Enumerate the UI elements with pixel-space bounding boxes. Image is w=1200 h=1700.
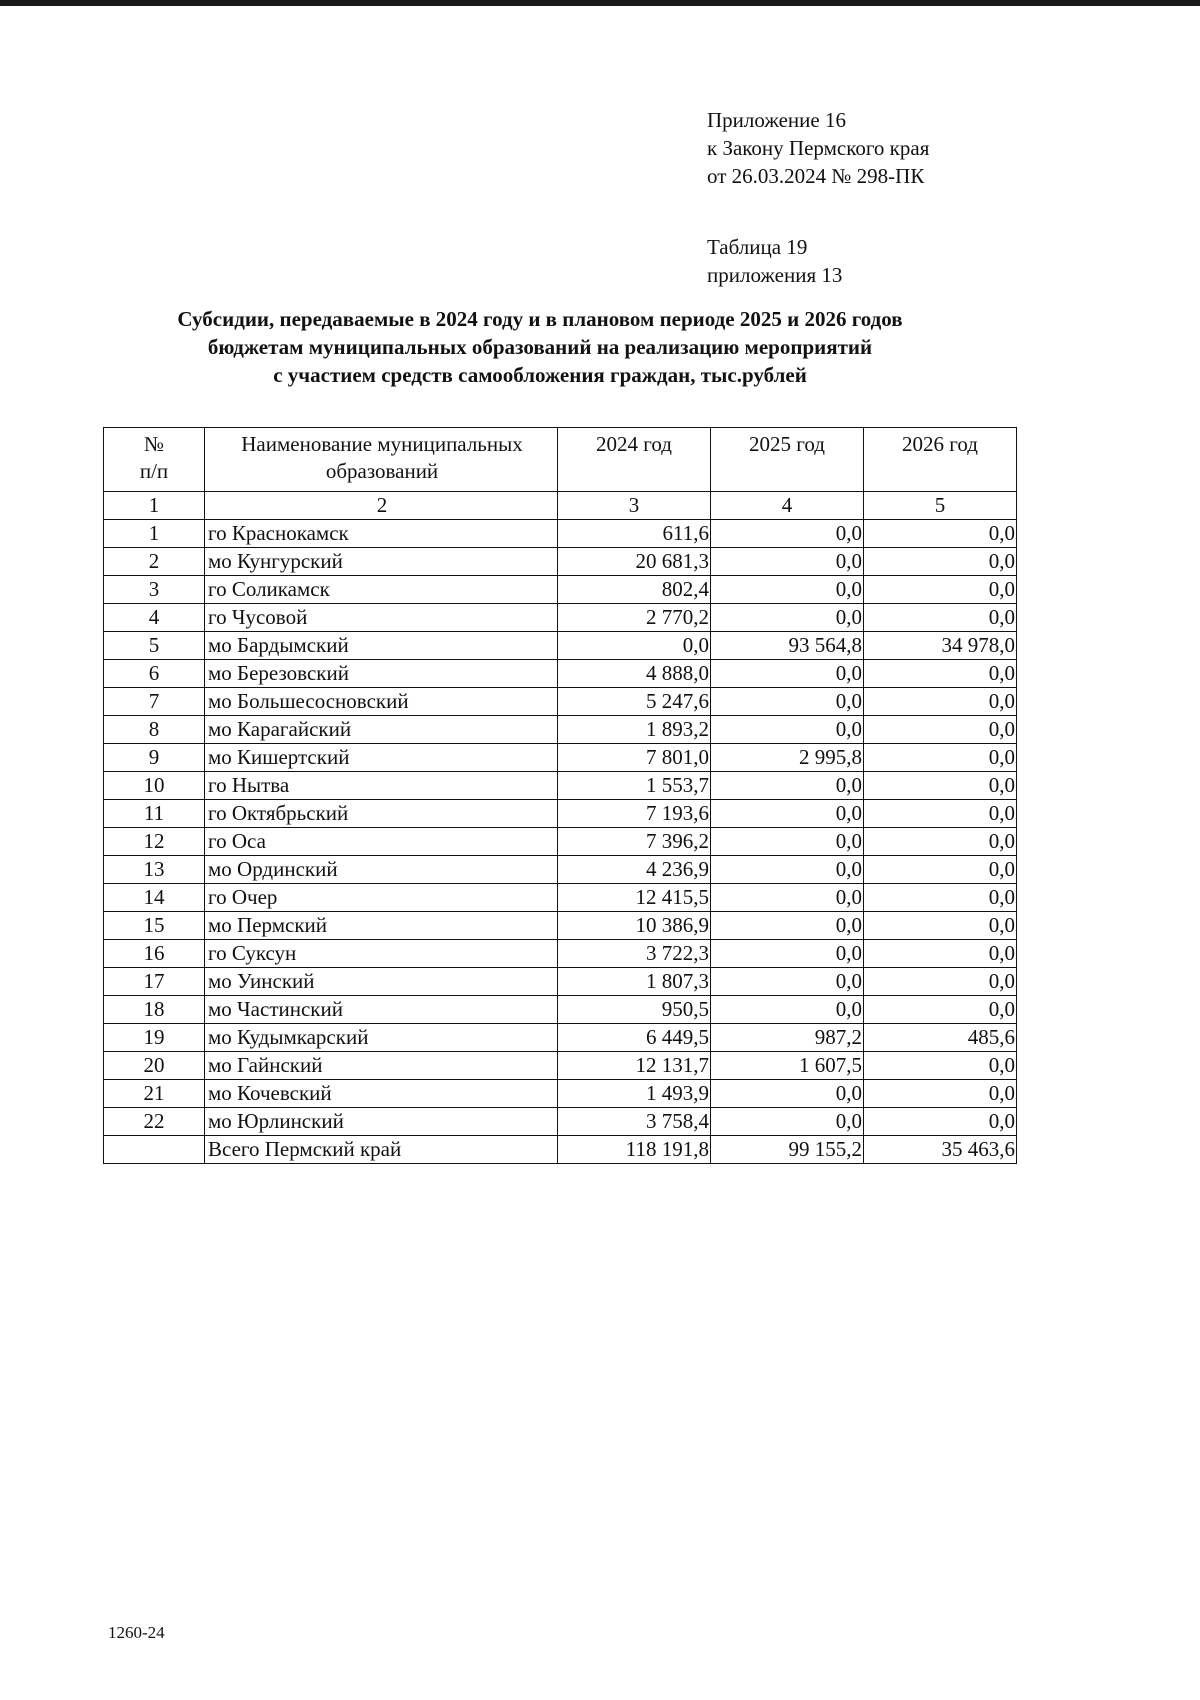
table-row: [104, 884, 1017, 912]
municipality-name: мо Кудымкарский: [205, 1024, 558, 1052]
value-2024: 0,0: [558, 632, 711, 660]
table-row: [104, 856, 1017, 884]
value-2026: 34 978,0: [864, 632, 1017, 660]
row-number: 6: [104, 660, 205, 688]
table-row: [104, 688, 1017, 716]
total-row: [104, 1136, 1017, 1164]
appendix-law: к Закону Пермского края: [707, 136, 930, 160]
value-2024: 7 396,2: [558, 828, 711, 856]
value-2026: 0,0: [864, 884, 1017, 912]
row-number: 11: [104, 800, 205, 828]
row-number: 21: [104, 1080, 205, 1108]
title-line-1: Субсидии, передаваемые в 2024 году и в плановом периоде 2025 и 2026 годов: [177, 307, 903, 331]
row-number: 4: [104, 604, 205, 632]
value-2026: 0,0: [864, 800, 1017, 828]
row-number: 8: [104, 716, 205, 744]
municipality-name: мо Березовский: [205, 660, 558, 688]
row-number: 20: [104, 1052, 205, 1080]
value-2024: 7 193,6: [558, 800, 711, 828]
table-row: [104, 800, 1017, 828]
value-2026: 0,0: [864, 660, 1017, 688]
value-2024: 802,4: [558, 576, 711, 604]
table-appendix: приложения 13: [707, 263, 843, 287]
value-2025: 0,0: [711, 1080, 864, 1108]
value-2026: 0,0: [864, 548, 1017, 576]
municipality-name: го Краснокамск: [205, 520, 558, 548]
table-row: [104, 772, 1017, 800]
column-index: 2: [205, 492, 558, 520]
value-2026: 0,0: [864, 1080, 1017, 1108]
table-row: [104, 604, 1017, 632]
header-name-line2: образований: [325, 459, 439, 483]
value-2024: 1 493,9: [558, 1080, 711, 1108]
row-number: 14: [104, 884, 205, 912]
total-num: [104, 1136, 205, 1164]
table-row: [104, 996, 1017, 1024]
header-name: [205, 428, 558, 492]
row-number: 1: [104, 520, 205, 548]
column-index: 4: [711, 492, 864, 520]
value-2026: 0,0: [864, 604, 1017, 632]
column-index: 3: [558, 492, 711, 520]
municipality-name: мо Кишертский: [205, 744, 558, 772]
total-label: Всего Пермский край: [205, 1136, 558, 1164]
municipality-name: мо Пермский: [205, 912, 558, 940]
value-2024: 4 888,0: [558, 660, 711, 688]
municipality-name: го Октябрьский: [205, 800, 558, 828]
value-2026: 485,6: [864, 1024, 1017, 1052]
column-index: 5: [864, 492, 1017, 520]
row-number: 12: [104, 828, 205, 856]
table-reference: [707, 233, 842, 289]
table-row: [104, 716, 1017, 744]
municipality-name: мо Юрлинский: [205, 1108, 558, 1136]
table-row: [104, 1052, 1017, 1080]
value-2026: 0,0: [864, 828, 1017, 856]
municipality-name: го Нытва: [205, 772, 558, 800]
municipality-name: го Оса: [205, 828, 558, 856]
value-2025: 0,0: [711, 576, 864, 604]
row-number: 22: [104, 1108, 205, 1136]
row-number: 15: [104, 912, 205, 940]
value-2026: 0,0: [864, 856, 1017, 884]
column-index-row: [104, 492, 1017, 520]
value-2026: 0,0: [864, 940, 1017, 968]
scan-top-edge: [0, 0, 1200, 6]
row-number: 18: [104, 996, 205, 1024]
value-2024: 7 801,0: [558, 744, 711, 772]
table-row: [104, 632, 1017, 660]
value-2026: 0,0: [864, 576, 1017, 604]
value-2025: 93 564,8: [711, 632, 864, 660]
table-row: [104, 968, 1017, 996]
row-number: 3: [104, 576, 205, 604]
value-2024: 1 553,7: [558, 772, 711, 800]
municipality-name: мо Уинский: [205, 968, 558, 996]
table-row: [104, 828, 1017, 856]
table-row: [104, 912, 1017, 940]
value-2024: 1 807,3: [558, 968, 711, 996]
municipality-name: мо Большесосновский: [205, 688, 558, 716]
value-2026: 0,0: [864, 996, 1017, 1024]
header-2024: 2024 год: [558, 428, 711, 492]
municipality-name: мо Кунгурский: [205, 548, 558, 576]
value-2026: 0,0: [864, 520, 1017, 548]
total-2024: 118 191,8: [558, 1136, 711, 1164]
table-header-row: [104, 428, 1017, 492]
header-2025: 2025 год: [711, 428, 864, 492]
row-number: 7: [104, 688, 205, 716]
total-2026: 35 463,6: [864, 1136, 1017, 1164]
value-2025: 0,0: [711, 716, 864, 744]
value-2026: 0,0: [864, 688, 1017, 716]
municipality-name: мо Гайнский: [205, 1052, 558, 1080]
table-row: [104, 660, 1017, 688]
value-2025: 0,0: [711, 660, 864, 688]
value-2025: 0,0: [711, 800, 864, 828]
municipality-name: мо Бардымский: [205, 632, 558, 660]
value-2024: 20 681,3: [558, 548, 711, 576]
value-2026: 0,0: [864, 772, 1017, 800]
header-name-line1: Наименование муниципальных: [241, 432, 523, 456]
value-2024: 950,5: [558, 996, 711, 1024]
column-index: 1: [104, 492, 205, 520]
value-2025: 0,0: [711, 520, 864, 548]
row-number: 19: [104, 1024, 205, 1052]
value-2025: 0,0: [711, 884, 864, 912]
table-row: [104, 1108, 1017, 1136]
header-2026: 2026 год: [864, 428, 1017, 492]
value-2025: 0,0: [711, 604, 864, 632]
value-2024: 12 131,7: [558, 1052, 711, 1080]
value-2024: 6 449,5: [558, 1024, 711, 1052]
title-line-2: бюджетам муниципальных образований на реализацию мероприятий: [207, 335, 873, 359]
row-number: 16: [104, 940, 205, 968]
municipality-name: го Соликамск: [205, 576, 558, 604]
value-2024: 5 247,6: [558, 688, 711, 716]
value-2026: 0,0: [864, 716, 1017, 744]
title-line-3: с участием средств самообложения граждан, тыс.рублей: [273, 363, 807, 387]
table-row: [104, 1024, 1017, 1052]
value-2025: 1 607,5: [711, 1052, 864, 1080]
value-2025: 0,0: [711, 856, 864, 884]
value-2024: 611,6: [558, 520, 711, 548]
municipality-name: мо Ординский: [205, 856, 558, 884]
row-number: 5: [104, 632, 205, 660]
row-number: 9: [104, 744, 205, 772]
row-number: 13: [104, 856, 205, 884]
value-2025: 0,0: [711, 940, 864, 968]
header-num: [104, 428, 205, 492]
value-2024: 10 386,9: [558, 912, 711, 940]
row-number: 10: [104, 772, 205, 800]
value-2024: 1 893,2: [558, 716, 711, 744]
total-2025: 99 155,2: [711, 1136, 864, 1164]
appendix-header: [707, 106, 929, 190]
value-2025: 0,0: [711, 968, 864, 996]
value-2025: 0,0: [711, 1108, 864, 1136]
value-2025: 0,0: [711, 688, 864, 716]
municipality-name: го Чусовой: [205, 604, 558, 632]
value-2024: 4 236,9: [558, 856, 711, 884]
value-2025: 0,0: [711, 828, 864, 856]
header-num-line1: №: [143, 432, 165, 456]
table-number: Таблица 19: [707, 235, 808, 259]
value-2025: 0,0: [711, 772, 864, 800]
row-number: 2: [104, 548, 205, 576]
value-2026: 0,0: [864, 744, 1017, 772]
value-2024: 3 758,4: [558, 1108, 711, 1136]
value-2026: 0,0: [864, 912, 1017, 940]
value-2025: 0,0: [711, 996, 864, 1024]
table-row: [104, 1080, 1017, 1108]
table-body: [104, 520, 1017, 1136]
appendix-number: Приложение 16: [707, 108, 846, 132]
value-2024: 2 770,2: [558, 604, 711, 632]
municipality-name: мо Кочевский: [205, 1080, 558, 1108]
municipality-name: мо Карагайский: [205, 716, 558, 744]
municipality-name: го Очер: [205, 884, 558, 912]
table-row: [104, 520, 1017, 548]
subsidies-table: [103, 427, 1017, 1164]
table-row: [104, 576, 1017, 604]
value-2024: 12 415,5: [558, 884, 711, 912]
municipality-name: го Суксун: [205, 940, 558, 968]
table-row: [104, 548, 1017, 576]
document-title: [100, 305, 980, 389]
value-2025: 2 995,8: [711, 744, 864, 772]
table-row: [104, 940, 1017, 968]
table-row: [104, 744, 1017, 772]
row-number: 17: [104, 968, 205, 996]
value-2024: 3 722,3: [558, 940, 711, 968]
value-2025: 0,0: [711, 912, 864, 940]
value-2026: 0,0: [864, 1108, 1017, 1136]
municipality-name: мо Частинский: [205, 996, 558, 1024]
header-num-line2: п/п: [139, 459, 169, 483]
appendix-date: от 26.03.2024 № 298-ПК: [707, 164, 925, 188]
value-2026: 0,0: [864, 1052, 1017, 1080]
value-2025: 0,0: [711, 548, 864, 576]
document-code: 1260-24: [108, 1623, 165, 1642]
value-2025: 987,2: [711, 1024, 864, 1052]
value-2026: 0,0: [864, 968, 1017, 996]
